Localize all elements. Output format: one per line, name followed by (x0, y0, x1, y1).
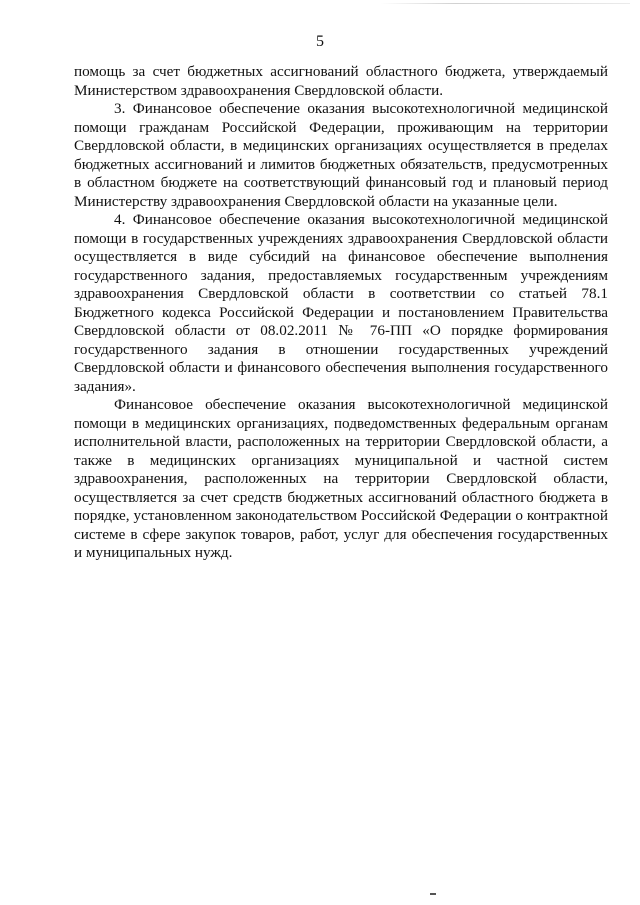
paragraph-federal-funding: Финансовое обеспечение оказания высокотехнологичной медицинской помощи в медицинских организациях, подведомственных федеральным органам исполнительной власти, расположенных на территории Свердловской области, а также в медицинских организациях муниципальной и частной систем здравоохранения, расположенных на территории Свердловской области, осуществляется за счет средств бюджетных ассигнований областного бюджета в порядке, установленном законодательством Российской Федерации о контрактной системе в сфере закупок товаров, работ, услуг для обеспечения государственных и муниципальных нужд. (74, 396, 608, 561)
paragraph-item-3: 3. Финансовое обеспечение оказания высокотехнологичной медицинской помощи гражданам Российской Федерации, проживающим на территории Свердловской области, в медицинских организациях осуществляется в пределах бюджетных ассигнований и лимитов бюджетных обязательств, предусмотренных в областном бюджете на соответствующий финансовый год и плановый период Министерству здравоохранения Свердловской области на указанные цели. (74, 100, 608, 210)
document-body (74, 63, 608, 563)
scan-edge-line (380, 3, 630, 4)
paragraph-continuation: помощь за счет бюджетных ассигнований областного бюджета, утверждаемый Министерством здравоохранения Свердловской области. (74, 63, 608, 99)
page-number: 5 (316, 33, 324, 50)
paragraph-item-4: 4. Финансовое обеспечение оказания высокотехнологичной медицинской помощи в государственных учреждениях здравоохранения Свердловской области осуществляется в виде субсидий на финансовое обеспечение выполнения государственного задания, предоставляемых государственным учреждениям здравоохранения Свердловской области в соответствии со статьей 78.1 Бюджетного кодекса Российской Федерации и постановлением Правительства Свердловской области от 08.02.2011 № 76-ПП «О порядке формирования государственного задания в отношении государственных учреждений Свердловской области и финансового обеспечения выполнения государственного задания». (74, 211, 608, 395)
scan-mark (430, 893, 436, 895)
